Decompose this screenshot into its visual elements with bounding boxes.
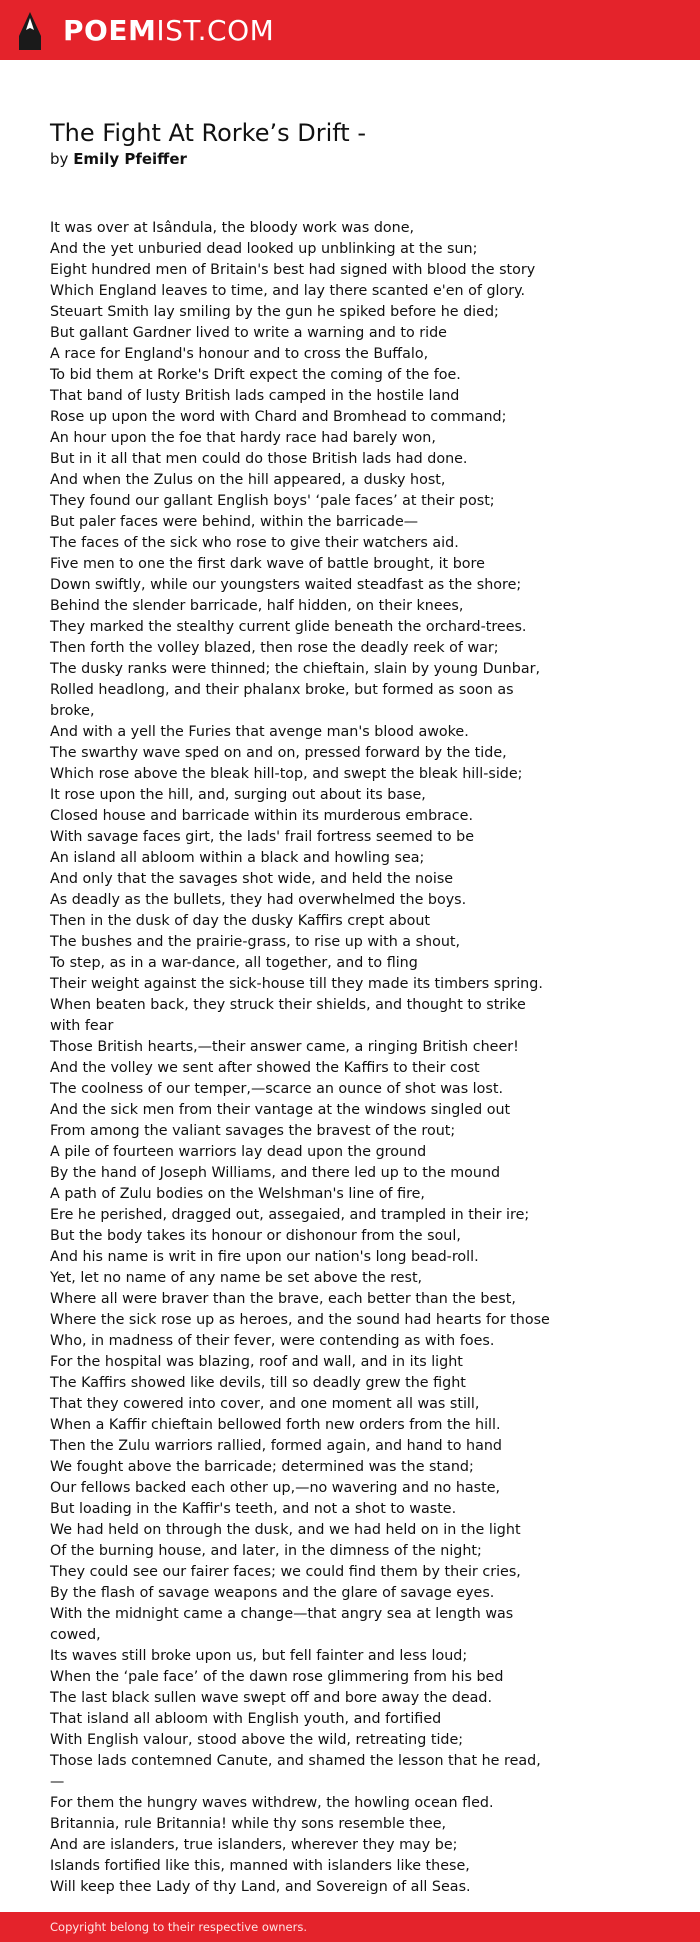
poem-line: And his name is writ in fire upon our nation's long bead-roll. [50, 1249, 479, 1265]
poem-line: That band of lusty British lads camped in the hostile land [50, 388, 460, 404]
poem-line: From among the valiant savages the bravest of the rout; [50, 1123, 456, 1139]
logo-text-bold: POEM [63, 14, 157, 47]
poem-line: Will keep thee Lady of thy Land, and Sovereign of all Seas. [50, 1879, 471, 1895]
poem-line: The faces of the sick who rose to give their watchers aid. [50, 535, 459, 551]
poem-line: They marked the stealthy current glide beneath the orchard-trees. [50, 619, 527, 635]
poem-line: The last black sullen wave swept off and bore away the dead. [50, 1690, 493, 1706]
poem-line: The bushes and the prairie-grass, to rise up with a shout, [50, 934, 461, 950]
poem-line: Down swiftly, while our youngsters waited steadfast as the shore; [50, 577, 522, 593]
poem-line: Of the burning house, and later, in the dimness of the night; [50, 1543, 482, 1559]
site-footer [0, 1912, 700, 1942]
poem-line: With savage faces girt, the lads' frail fortress seemed to be [50, 829, 475, 845]
poem-line: Then the Zulu warriors rallied, formed again, and hand to hand [50, 1438, 502, 1454]
poem-line: The dusky ranks were thinned; the chieftain, slain by young Dunbar, [50, 661, 541, 677]
poem-line: When a Kaffir chieftain bellowed forth new orders from the hill. [50, 1417, 501, 1433]
poem-line: And are islanders, true islanders, wherever they may be; [50, 1837, 458, 1853]
site-logo[interactable] [63, 14, 274, 48]
poem-line: Those British hearts,—their answer came, a ringing British cheer! [50, 1039, 519, 1055]
poem-line: But gallant Gardner lived to write a warning and to ride [50, 325, 447, 341]
poem-line: Which rose above the bleak hill-top, and swept the bleak hill-side; [50, 766, 523, 782]
poem-line: Where all were braver than the brave, each better than the best, [50, 1291, 516, 1307]
poem-line: Ere he perished, dragged out, assegaied, and trampled in their ire; [50, 1207, 530, 1223]
poem-line: When beaten back, they struck their shields, and thought to strike with fear [50, 997, 526, 1034]
poem-line: It was over at Isândula, the bloody work was done, [50, 220, 415, 236]
poem-line: And the volley we sent after showed the Kaffirs to their cost [50, 1060, 480, 1076]
poem-line: Yet, let no name of any name be set above the rest, [50, 1270, 423, 1286]
poem-line: Our fellows backed each other up,—no wavering and no haste, [50, 1480, 501, 1496]
poem-line: But paler faces were behind, within the barricade— [50, 514, 419, 530]
logo-text-light: IST.COM [156, 14, 275, 47]
by-label: by [50, 150, 69, 168]
poem-line: But the body takes its honour or dishonour from the soul, [50, 1228, 461, 1244]
poem-line: And when the Zulus on the hill appeared, a dusky host, [50, 472, 446, 488]
poem-line: The Kaffirs showed like devils, till so deadly grew the fight [50, 1375, 466, 1391]
poem-line: Their weight against the sick-house till they made its timbers spring. [50, 976, 543, 992]
poem-line: That they cowered into cover, and one moment all was still, [50, 1396, 480, 1412]
poem-line: The swarthy wave sped on and on, pressed forward by the tide, [50, 745, 507, 761]
poem-body [50, 218, 550, 1898]
poem-line: An island all abloom within a black and howling sea; [50, 850, 425, 866]
poem-line: Rose up upon the word with Chard and Bromhead to command; [50, 409, 507, 425]
poem-line: When the ‘pale face’ of the dawn rose glimmering from his bed [50, 1669, 504, 1685]
poem-line: By the hand of Joseph Williams, and there led up to the mound [50, 1165, 501, 1181]
poem-line: Which England leaves to time, and lay there scanted e'en of glory. [50, 283, 526, 299]
author-name: Emily Pfeiffer [73, 150, 187, 168]
poem-line: A race for England's honour and to cross the Buffalo, [50, 346, 429, 362]
poem-line: The coolness of our temper,—scarce an ounce of shot was lost. [50, 1081, 504, 1097]
poem-line: It rose upon the hill, and, surging out about its base, [50, 787, 426, 803]
poem-line: Five men to one the first dark wave of battle brought, it bore [50, 556, 485, 572]
poem-line: And with a yell the Furies that avenge man's blood awoke. [50, 724, 469, 740]
poem-line: A path of Zulu bodies on the Welshman's line of fire, [50, 1186, 425, 1202]
poem-line: And only that the savages shot wide, and held the noise [50, 871, 454, 887]
poem-line: As deadly as the bullets, they had overwhelmed the boys. [50, 892, 467, 908]
poem-line: But loading in the Kaffir's teeth, and not a shot to waste. [50, 1501, 457, 1517]
poem-line: For the hospital was blazing, roof and wall, and in its light [50, 1354, 463, 1370]
poem-title: The Fight At Rorke’s Drift - [50, 119, 366, 147]
pen-nib-logo-icon[interactable] [17, 10, 43, 52]
poem-line: Then forth the volley blazed, then rose the deadly reek of war; [50, 640, 499, 656]
poem-line: Behind the slender barricade, half hidden, on their knees, [50, 598, 464, 614]
poem-line: An hour upon the foe that hardy race had barely won, [50, 430, 436, 446]
poem-line: To bid them at Rorke's Drift expect the coming of the foe. [50, 367, 461, 383]
site-header [0, 0, 700, 60]
poem-line: A pile of fourteen warriors lay dead upon the ground [50, 1144, 427, 1160]
poem-line: With the midnight came a change—that angry sea at length was cowed, [50, 1606, 514, 1643]
poem-line: Steuart Smith lay smiling by the gun he spiked before he died; [50, 304, 499, 320]
poem-line: By the flash of savage weapons and the glare of savage eyes. [50, 1585, 495, 1601]
poem-line: We fought above the barricade; determined was the stand; [50, 1459, 474, 1475]
poem-line: Those lads contemned Canute, and shamed the lesson that he read,— [50, 1753, 541, 1790]
poem-line: They found our gallant English boys' ‘pale faces’ at their post; [50, 493, 495, 509]
byline [50, 148, 187, 170]
poem-line: To step, as in a war-dance, all together, and to fling [50, 955, 418, 971]
poem-line: Where the sick rose up as heroes, and the sound had hearts for those [50, 1312, 550, 1328]
poem-line: And the yet unburied dead looked up unblinking at the sun; [50, 241, 478, 257]
poem-line: Britannia, rule Britannia! while thy sons resemble thee, [50, 1816, 447, 1832]
poem-line: And the sick men from their vantage at the windows singled out [50, 1102, 511, 1118]
poem-line: We had held on through the dusk, and we had held on in the light [50, 1522, 521, 1538]
poem-line: Eight hundred men of Britain's best had signed with blood the story [50, 262, 536, 278]
poem-line: For them the hungry waves withdrew, the howling ocean fled. [50, 1795, 494, 1811]
poem-line: Its waves still broke upon us, but fell fainter and less loud; [50, 1648, 468, 1664]
copyright-text: Copyright belong to their respective owners. [50, 1920, 308, 1934]
poem-line: Islands fortified like this, manned with islanders like these, [50, 1858, 470, 1874]
poem-line: Rolled headlong, and their phalanx broke, but formed as soon as broke, [50, 682, 514, 719]
poem-line: Then in the dusk of day the dusky Kaffirs crept about [50, 913, 430, 929]
poem-line: Closed house and barricade within its murderous embrace. [50, 808, 473, 824]
poem-line: With English valour, stood above the wild, retreating tide; [50, 1732, 464, 1748]
poem-line: They could see our fairer faces; we could find them by their cries, [50, 1564, 521, 1580]
poem-line: But in it all that men could do those British lads had done. [50, 451, 468, 467]
poem-line: That island all abloom with English youth, and fortified [50, 1711, 442, 1727]
poem-line: Who, in madness of their fever, were contending as with foes. [50, 1333, 495, 1349]
